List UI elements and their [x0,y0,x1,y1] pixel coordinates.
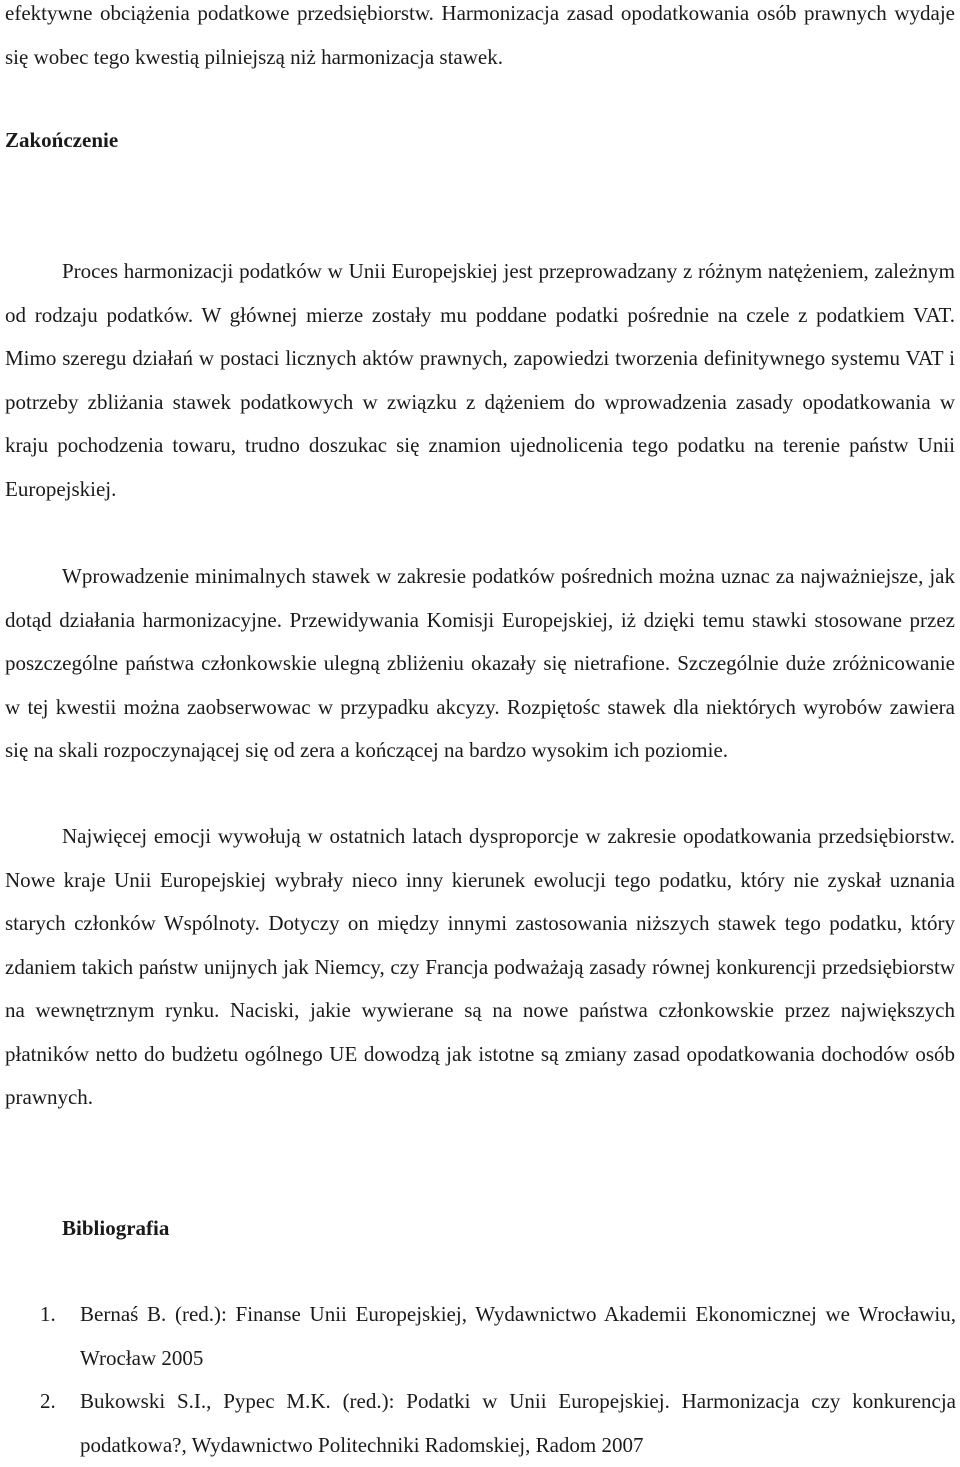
bibliography-item-text: Bernaś B. (red.): Finanse Unii Europejskiej, Wydawnictwo Akademii Ekonomicznej we Wrocławiu, Wrocław 2005 [80,1302,956,1370]
bibliography-item-text: Bukowski S.I., Pypec M.K. (red.): Podatki w Unii Europejskiej. Harmonizacja czy konkurencja podatkowa?, Wydawnictwo Politechniki Radomskiej, Radom 2007 [80,1389,956,1457]
conclusion-paragraph-3: Najwięcej emocji wywołują w ostatnich latach dysproporcje w zakresie opodatkowania przedsiębiorstw. Nowe kraje Unii Europejskiej wybrały nieco inny kierunek ewolucji tego podatku, który nie zyskał uznania starych członków Wspólnoty. Dotyczy on między innymi zastosowania niższych stawek tego podatku, który zdaniem takich państw unijnych jak Niemcy, czy Francja podważają zasady równej konkurencji przedsiębiorstw na wewnętrznym rynku. Naciski, jakie wywierane są na nowe państwa członkowskie przez największych płatników netto do budżetu ogólnego UE dowodzą jak istotne są zmiany zasad opodatkowania dochodów osób prawnych. [5,824,955,1109]
bibliography-item-number: 1. [40,1302,56,1326]
bibliography-heading: Bibliografia [62,1216,170,1240]
bibliography-item-number: 2. [40,1389,56,1413]
bibliography-item [40,1380,956,1467]
bibliography-list [40,1293,956,1467]
conclusion-paragraph-1: Proces harmonizacji podatków w Unii Europejskiej jest przeprowadzany z różnym natężeniem, zależnym od rodzaju podatków. W głównej mierze zostały mu poddane podatki pośrednie na czele z podatkiem VAT. Mimo szeregu działań w postaci licznych aktów prawnych, zapowiedzi tworzenia definitywnego systemu VAT i potrzeby zbliżania stawek podatkowych w związku z dążeniem do wprowadzenia zasady opodatkowania w kraju pochodzenia towaru, trudno doszukac się znamion ujednolicenia tego podatku na terenie państw Unii Europejskiej. [5,259,955,501]
conclusion-heading: Zakończenie [5,128,119,152]
intro-paragraph: efektywne obciążenia podatkowe przedsiębiorstw. Harmonizacja zasad opodatkowania osób prawnych wydaje się wobec tego kwestią pilniejszą niż harmonizacja stawek. [5,1,955,69]
conclusion-paragraph-2: Wprowadzenie minimalnych stawek w zakresie podatków pośrednich można uznac za najważniejsze, jak dotąd działania harmonizacyjne. Przewidywania Komisji Europejskiej, iż dzięki temu stawki stosowane przez poszczególne państwa członkowskie ulegną zbliżeniu okazały się nietrafione. Szczególnie duże zróżnicowanie w tej kwestii można zaobserwowac w przypadku akcyzy. Rozpiętośc stawek dla niektórych wyrobów zawiera się na skali rozpoczynającej się od zera a kończącej na bardzo wysokim ich poziomie. [5,564,955,762]
bibliography-item [40,1293,956,1380]
